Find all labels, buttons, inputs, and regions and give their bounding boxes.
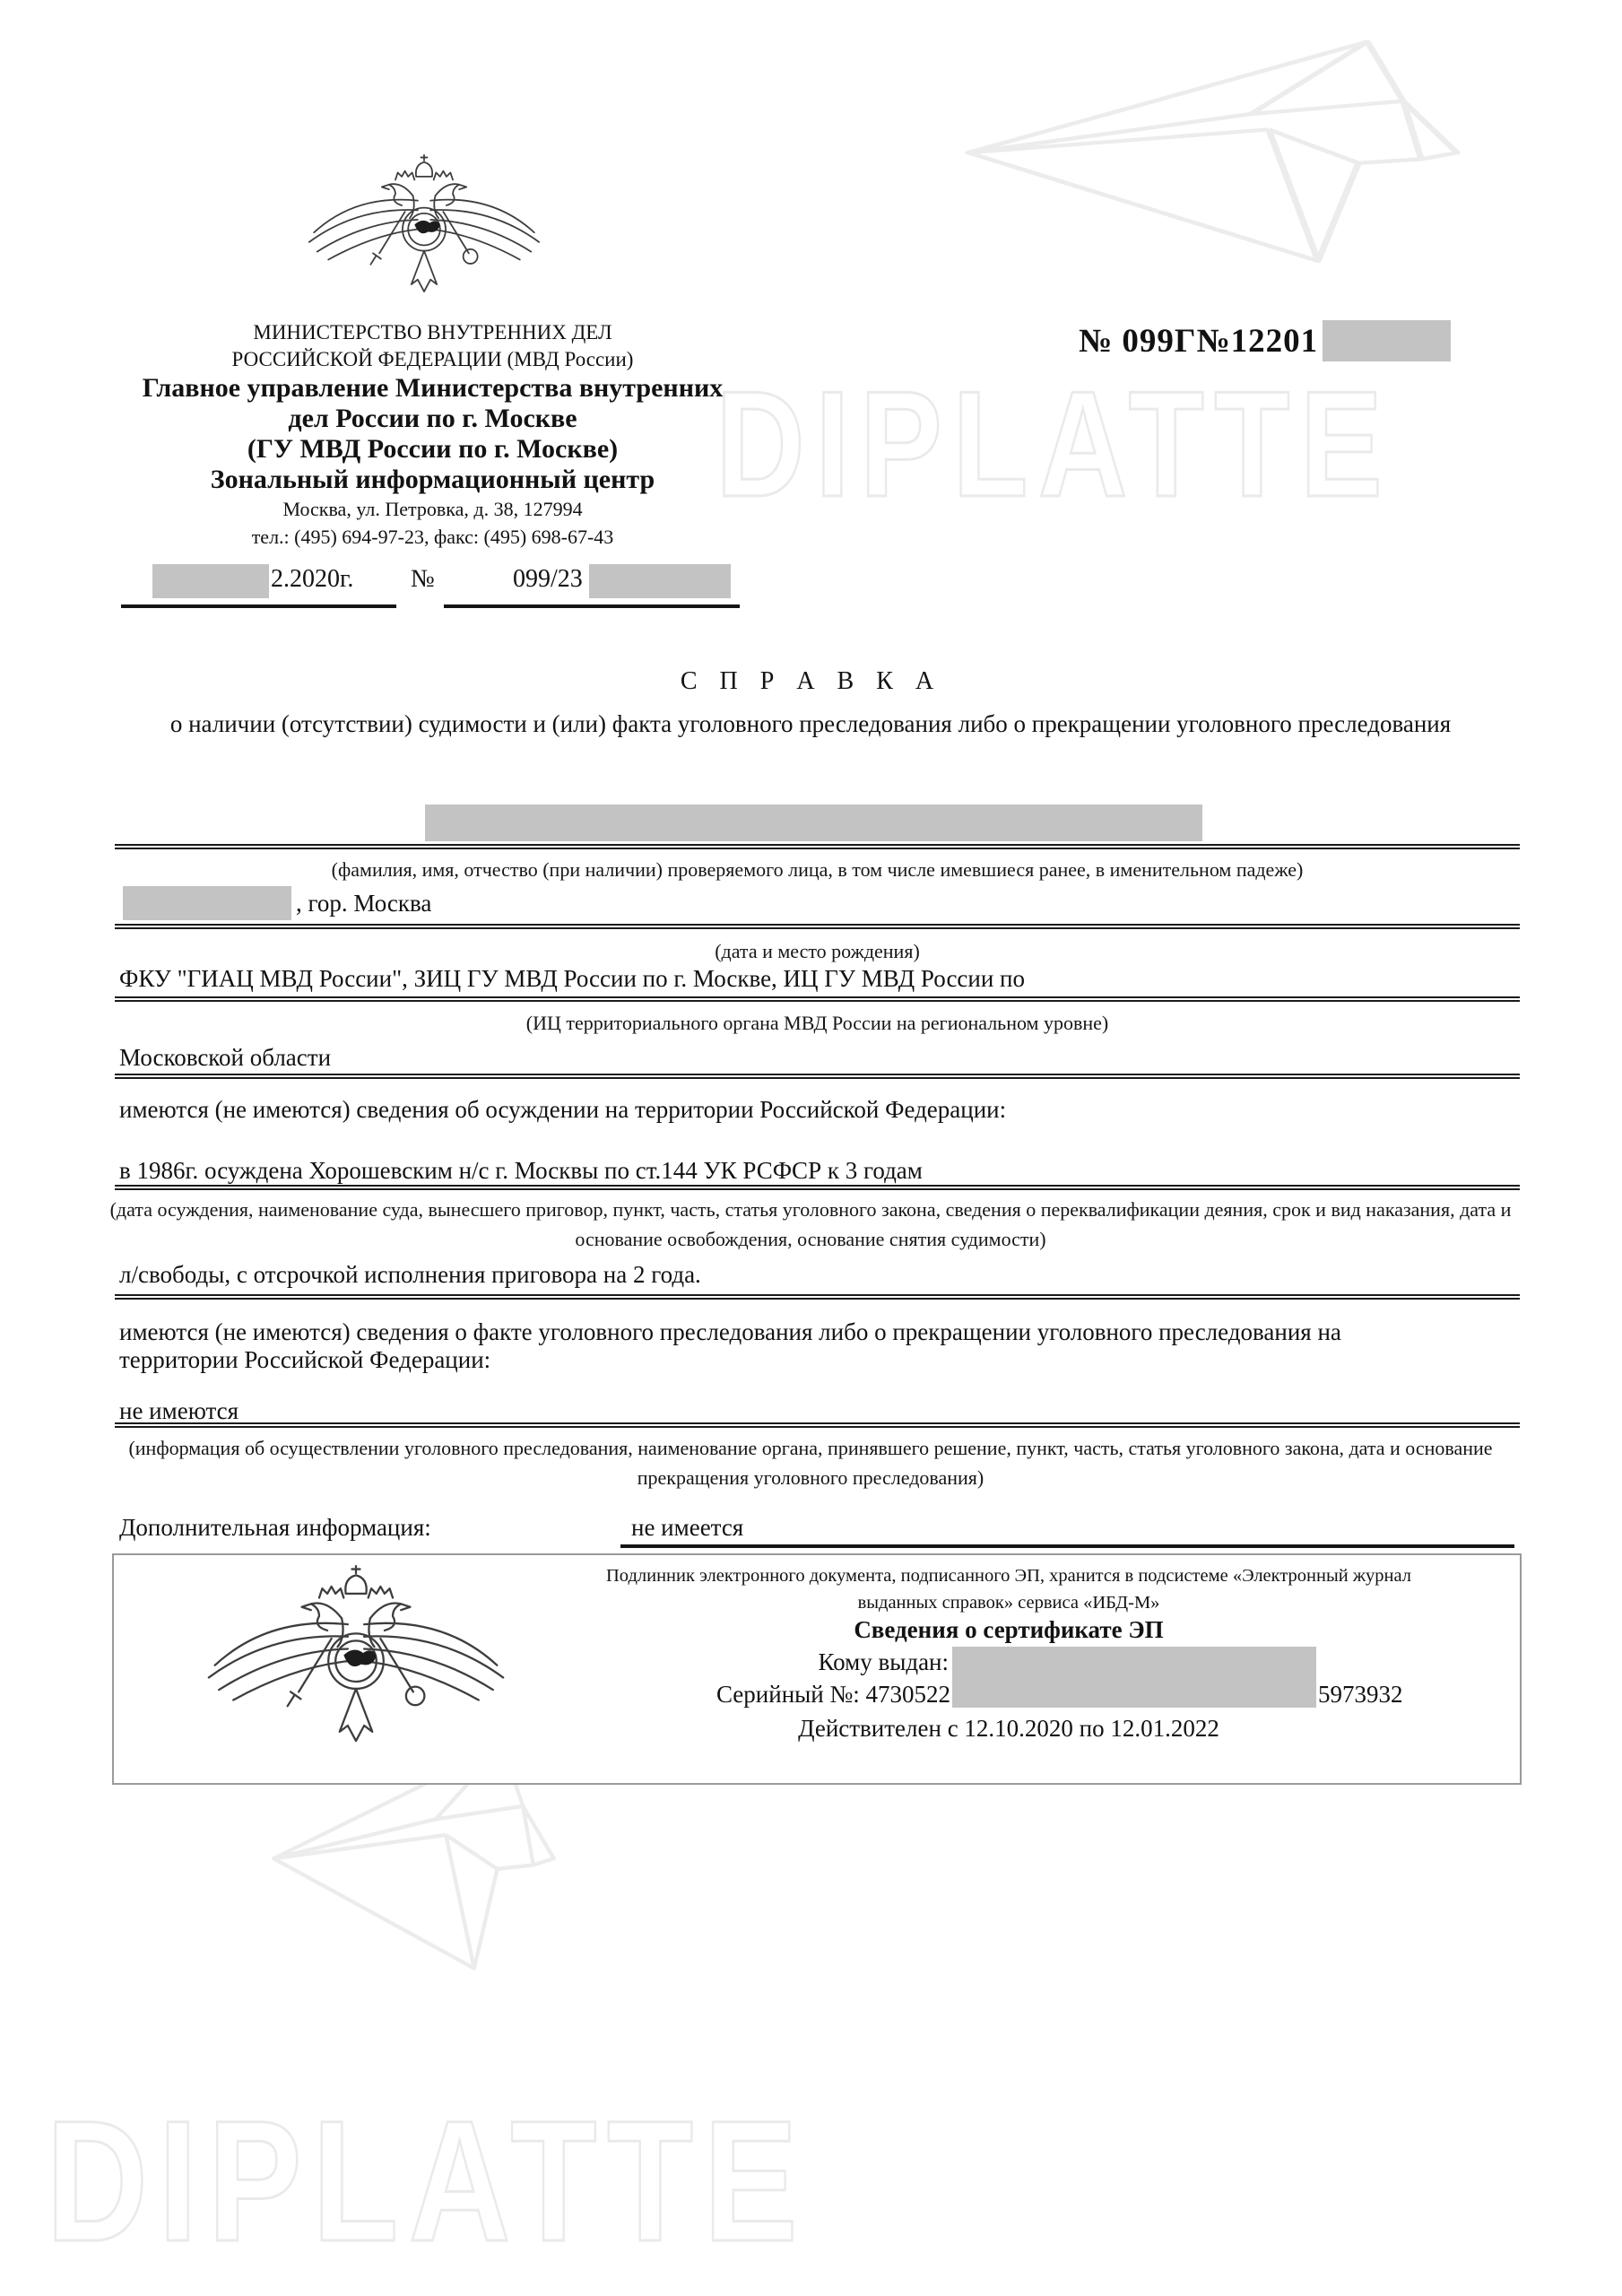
number-sign: № — [411, 565, 435, 593]
additional-info-label: Дополнительная информация: — [119, 1514, 431, 1541]
mvd-eagle-emblem-icon — [186, 1565, 525, 1770]
org-caption: (ИЦ территориального органа МВД России на региональном уровне) — [525, 1012, 1109, 1034]
conviction-value-continued: л/свободы, с отсрочкой исполнения приговора на 2 года. — [119, 1261, 701, 1288]
address-line: Москва, ул. Петровка, д. 38, 127994 — [282, 498, 583, 520]
document-number: № 099Г№12201 — [1079, 322, 1319, 360]
mvd-eagle-emblem-icon — [294, 154, 554, 314]
department-line2: дел России по г. Москве — [288, 404, 577, 433]
ministry-name-line2: РОССИЙСКОЙ ФЕДЕРАЦИИ (МВД России) — [231, 348, 634, 370]
issued-to-label: Кому выдан: — [818, 1648, 949, 1675]
watermark-text: DIPLATTE — [46, 2097, 809, 2276]
org-value: ФКУ "ГИАЦ МВД России", ЗИЦ ГУ МВД России по г. Москве, ИЦ ГУ МВД России по — [119, 965, 1026, 992]
certificate-note: Подлинник электронного документа, подписанного ЭП, хранится в подсистеме «Электронный журнал выданных справок» сервиса «ИБД-М» — [605, 1566, 1412, 1613]
department-line1: Главное управление Министерства внутренних — [142, 373, 724, 403]
prosecution-intro: имеются (не имеются) сведения о факте уголовного преследования либо о прекращении уголовного преследования на территории Российской Федерации: — [119, 1318, 1341, 1373]
serial-label: Серийный №: — [716, 1681, 860, 1708]
field-rule — [115, 924, 1520, 929]
birth-value: , гор. Москва — [296, 890, 432, 917]
document-number-row — [1079, 320, 1451, 361]
org-value-continued: Московской области — [119, 1044, 332, 1071]
serial-prefix: 4730522 — [865, 1681, 950, 1708]
diplatte-watermark-bottom — [43, 2097, 1119, 2276]
field-rule — [115, 1185, 1520, 1190]
ministry-name-line1: МИНИСТЕРСТВО ВНУТРЕННИХ ДЕЛ — [253, 321, 612, 344]
additional-info-value: не имеется — [631, 1514, 744, 1541]
prosecution-value: не имеются — [119, 1397, 239, 1424]
birth-caption: (дата и место рождения) — [715, 940, 920, 962]
number-underline — [444, 604, 740, 608]
redaction-box-name — [425, 804, 1202, 841]
name-caption: (фамилия, имя, отчество (при наличии) проверяемого лица, в том числе имевшиеся ранее, в именительном падеже) — [331, 858, 1304, 881]
redaction-box — [1323, 320, 1451, 361]
redaction-box — [589, 564, 731, 598]
field-rule — [115, 844, 1520, 849]
redaction-box — [152, 564, 269, 598]
certificate-title: Сведения о сертификате ЭП — [854, 1616, 1164, 1643]
date-underline — [121, 604, 396, 608]
redaction-box-certificate — [952, 1647, 1316, 1708]
field-rule — [115, 996, 1520, 1002]
paper-plane-watermark-top — [941, 34, 1614, 344]
document-subtitle: о наличии (отсутствии) судимости и (или) факта уголовного преследования либо о прекращении уголовного преследования — [169, 710, 1452, 737]
paper-plane-watermark-bottom — [258, 1738, 644, 2052]
conviction-value: в 1986г. осуждена Хорошевским н/с г. Москвы по ст.144 УК РСФСР к 3 годам — [119, 1157, 923, 1184]
outgoing-number: 099/23 — [513, 565, 583, 593]
additional-info-underline — [620, 1544, 1514, 1548]
certificate-validity: Действителен с 12.10.2020 по 12.01.2022 — [798, 1715, 1219, 1742]
field-rule — [115, 1074, 1520, 1079]
diplatte-watermark-top — [713, 372, 1592, 516]
date-fragment: 2.2020г. — [271, 565, 354, 593]
field-rule — [115, 1294, 1520, 1300]
department-line4: Зональный информационный центр — [210, 465, 655, 494]
department-line3: (ГУ МВД России по г. Москве) — [247, 434, 619, 464]
serial-suffix: 5973932 — [1318, 1681, 1403, 1708]
conviction-intro: имеются (не имеются) сведения об осуждении на территории Российской Федерации: — [119, 1096, 1007, 1123]
phone-line: тел.: (495) 694-97-23, факс: (495) 698-67-43 — [251, 526, 614, 548]
document-title: С П Р А В К А — [680, 667, 942, 695]
redaction-box-birth — [123, 886, 291, 920]
prosecution-caption: (информация об осуществлении уголовного преследования, наименование органа, принявшего решение, пункт, часть, статья уголовного закона, дата и основание прекращения уголовного преследования) — [128, 1437, 1493, 1489]
field-rule — [115, 1422, 1520, 1428]
watermark-text: DIPLATTE — [716, 372, 1393, 516]
serial-number-left — [502, 1679, 950, 1709]
letterhead — [121, 319, 744, 551]
conviction-caption: (дата осуждения, наименование суда, вынесшего приговор, пункт, часть, статья уголовного закона, сведения о переквалификации деяния, срок и вид наказания, дата и основание освобождения, основание снятия судимости) — [109, 1198, 1512, 1250]
